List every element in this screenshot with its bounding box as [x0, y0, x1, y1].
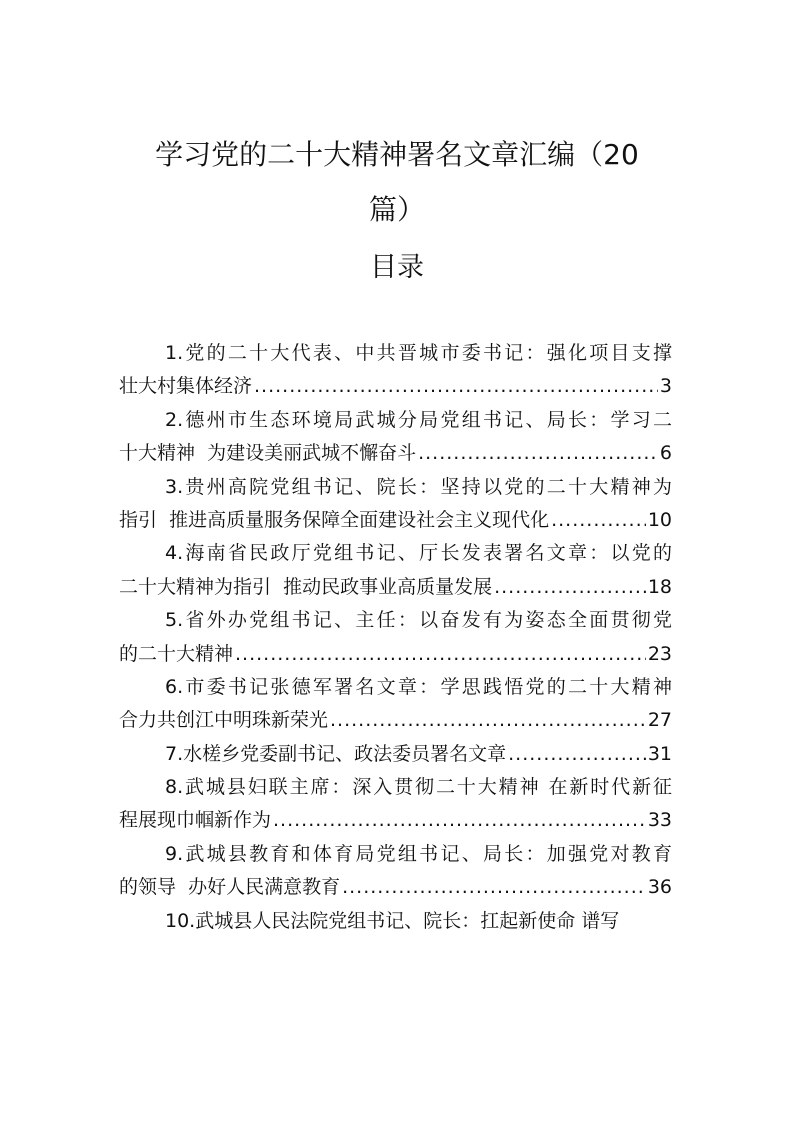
dot-leader	[342, 871, 646, 904]
toc-entry-title-continued: 壮大村集体经济	[119, 375, 253, 398]
toc-entry-title-continued: 合力共创江中明珠新荣光	[119, 709, 329, 732]
toc-entry[interactable]	[119, 604, 672, 671]
toc-entry-title: 10.武城县人民法院党组书记、院长：扛起新使命 谱写	[165, 909, 620, 932]
toc-page-number: 6	[659, 442, 672, 465]
toc-entry-title: 4.海南省民政厅党组书记、厅长发表署名文章：以党的	[165, 542, 672, 565]
dot-leader	[494, 571, 646, 604]
dot-leader	[273, 804, 646, 837]
toc-entry-title-continued: 程展现巾帼新作为	[119, 809, 272, 832]
dot-leader	[254, 370, 658, 403]
toc-heading: 目录	[370, 252, 424, 283]
toc-page-number: 10	[647, 508, 672, 531]
toc-entry-title: 1.党的二十大代表、中共晋城市委书记：强化项目支撑	[165, 342, 672, 364]
toc-entry[interactable]	[119, 738, 672, 771]
toc-page-number: 23	[647, 642, 672, 665]
toc-entry[interactable]	[119, 771, 672, 838]
toc-entry-title: 9.武城县教育和体育局党组书记、局长：加强党对教育	[165, 842, 672, 865]
toc-entry-title: 5.省外办党组书记、主任：以奋发有为姿态全面贯彻党	[165, 609, 672, 632]
dot-leader	[508, 738, 646, 771]
toc-page-number: 27	[647, 709, 672, 732]
document-title-continued: 篇）	[368, 193, 425, 226]
toc-entry-title-continued: 指引 推进高质量服务保障全面建设社会主义现代化	[119, 508, 550, 531]
document-title: 学习党的二十大精神署名文章汇编（20	[155, 138, 639, 171]
toc-page-number: 36	[647, 876, 672, 899]
toc-entry-title-continued: 二十大精神为指引 推动民政事业高质量发展	[119, 575, 493, 598]
toc-entry[interactable]	[119, 838, 672, 905]
toc-entry-title: 7.水槎乡党委副书记、政法委员署名文章	[165, 742, 507, 765]
toc-entry-title-continued: 十大精神 为建设美丽武城不懈奋斗	[119, 442, 417, 465]
toc-entry[interactable]	[119, 905, 672, 938]
toc-page-number: 3	[659, 375, 672, 398]
dot-leader	[551, 504, 646, 537]
dot-leader	[235, 638, 646, 671]
dot-leader	[418, 437, 658, 470]
toc-entry-title-continued: 的领导 办好人民满意教育	[119, 876, 341, 899]
dot-leader	[330, 704, 646, 737]
toc-page-number: 18	[647, 575, 672, 598]
toc-entry-title: 8.武城县妇联主席：深入贯彻二十大精神 在新时代新征	[165, 776, 672, 799]
toc-page-number: 33	[647, 809, 672, 832]
toc-entry-title: 2.德州市生态环境局武城分局党组书记、局长：学习二	[165, 408, 672, 431]
toc-entry[interactable]	[119, 471, 672, 538]
toc-entry[interactable]	[119, 537, 672, 604]
toc-entry[interactable]	[119, 337, 672, 404]
toc-page-number: 31	[647, 742, 672, 765]
toc-entry[interactable]	[119, 404, 672, 471]
table-of-contents	[119, 337, 672, 938]
toc-entry-title-continued: 的二十大精神	[119, 642, 234, 665]
toc-entry-title: 3.贵州高院党组书记、院长：坚持以党的二十大精神为	[165, 475, 672, 498]
toc-entry-title: 6.市委书记张德军署名文章：学思践悟党的二十大精神	[165, 675, 672, 698]
toc-entry[interactable]	[119, 671, 672, 738]
